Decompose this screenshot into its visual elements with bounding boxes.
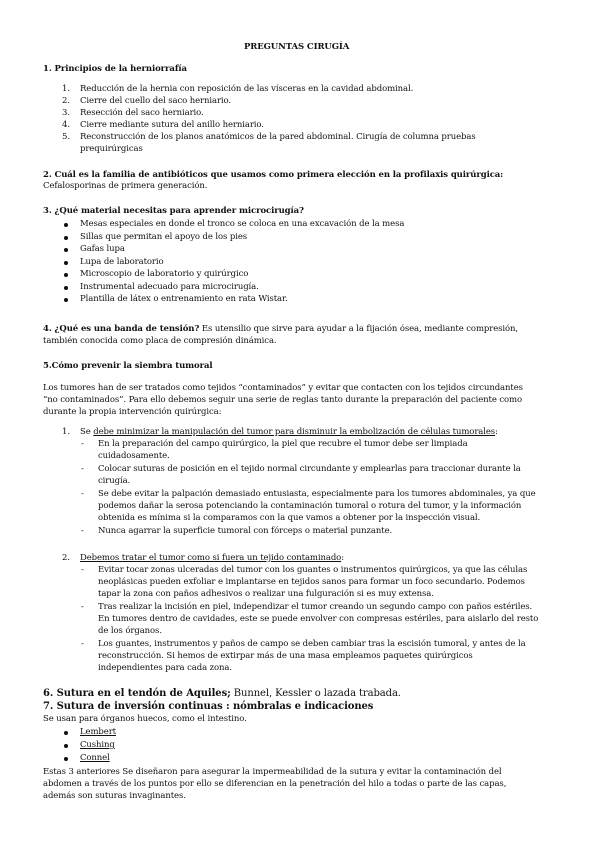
dash-icon: - <box>81 602 84 612</box>
section-2-heading: 2. Cuál es la familia de antibióticos que usamos como primera elección en la profilaxis quirúrgica: <box>43 170 504 180</box>
numbered-item-text: Cierre del cuello del saco herniario. <box>80 96 232 106</box>
section-4-text-2: también conocida como placa de compresión dinámica. <box>43 336 277 346</box>
bullet-item-text: Instrumental adecuado para microcirugía. <box>80 281 259 292</box>
dash-item-text: Colocar suturas de posición en el tejido normal circundante y emplearlas para traccionar durante la <box>98 464 521 474</box>
dash-item-text: Los guantes, instrumentos y paños de campo se deben cambiar tras la escisión tumoral, y antes de la <box>98 639 526 649</box>
numbered-item-text: Reducción de la hernia con reposición de las vísceras en la cavidad abdominal. <box>80 84 414 94</box>
section-6-answer: Bunnel, Kessler o lazada trabada. <box>230 688 401 699</box>
bullet-item-text: Microscopio de laboratorio y quirúrgico <box>80 269 249 279</box>
dash-item-text: Se debe evitar la palpación demasiado entusiasta, especialmente para los tumores abdominales, ya que <box>98 489 536 499</box>
dash-item-text: Evitar tocar zonas ulceradas del tumor con los guantes o instrumentos quirúrgicos, ya que las células <box>98 565 528 575</box>
section-3-heading: 3. ¿Qué material necesitas para aprender microcirugía? <box>43 206 304 216</box>
section-5-point-1-suffix: : <box>495 427 498 437</box>
section-4-text-1: Es utensilio que sirve para ayudar a la fijación ósea, mediante compresión, <box>199 324 519 334</box>
bullet-item-text: Connel <box>80 753 110 763</box>
section-5-point-1-title <box>80 427 498 438</box>
page-title: PREGUNTAS CIRUGÍA <box>244 42 350 52</box>
section-6-heading: 6. Sutura en el tendón de Aquiles; <box>43 688 231 699</box>
dash-item-text: cuidadosamente. <box>98 451 170 461</box>
bullet-item-text: Lupa de laboratorio <box>80 256 164 267</box>
dash-icon: - <box>81 639 84 649</box>
dash-item-text: neoplásicas pueden exfoliar e implantarse en tejidos sanos para formar un foco secundario. Podemos <box>98 577 525 587</box>
section-5-point-2-number: 2. <box>62 553 71 563</box>
dash-item-text: de los órganos. <box>98 626 162 636</box>
dash-item-text: Tras realizar la incisión en piel, independizar el tumor creando un segundo campo con paños estériles. <box>98 602 533 612</box>
section-5-intro-2: “no contaminados”. Para ello debemos seguir una serie de reglas tanto durante la preparación del paciente como <box>43 395 523 405</box>
numbered-item-number: 2. <box>62 96 71 106</box>
section-4-line-1 <box>43 324 518 335</box>
dash-icon: - <box>81 565 84 575</box>
section-2-answer: Cefalosporinas de primera generación. <box>43 181 208 191</box>
bullet-icon <box>64 236 68 240</box>
dash-icon: - <box>81 526 84 536</box>
dash-item-text: Nunca agarrar la superficie tumoral con fórceps o material punzante. <box>98 526 393 536</box>
section-5-point-1-number: 1. <box>62 427 71 437</box>
numbered-item-text: prequirúrgicas <box>80 144 143 154</box>
section-7-closing-3: además son suturas invaginantes. <box>43 791 186 801</box>
section-5-intro-1: Los tumores han de ser tratados como tejidos “contaminados” y evitar que contacten con los tejidos circundantes <box>43 383 523 393</box>
section-5-point-2-suffix: : <box>341 553 344 563</box>
numbered-item-number: 5. <box>62 132 71 142</box>
numbered-item-number: 1. <box>62 84 71 94</box>
bullet-item-text: Mesas especiales en donde el tronco se coloca en una excavación de la mesa <box>80 219 405 229</box>
bullet-item-text: Gafas lupa <box>80 244 125 254</box>
section-5-heading: 5.Cómo prevenir la siembra tumoral <box>43 361 213 371</box>
section-5-point-1-underlined: debe minimizar la manipulación del tumor para disminuir la embolización de células tumorales <box>93 427 496 437</box>
section-6-line <box>43 688 401 699</box>
dash-item-text: En tumores dentro de cavidades, este se puede envolver con compresas estériles, para aislarlo del resto <box>98 614 539 624</box>
bullet-item-text: Sillas que permitan el apoyo de los pies <box>80 231 248 242</box>
bullet-icon <box>64 286 68 290</box>
section-5-point-1-prefix: Se <box>80 427 94 437</box>
numbered-item-text: Reconstrucción de los planos anatómicos de la pared abdominal. Cirugía de columna pruebas <box>80 132 476 142</box>
dash-item-text: En la preparación del campo quirúrgico, la piel que recubre el tumor debe ser limpiada <box>98 439 468 449</box>
dash-item-text: reconstrucción. Si hemos de extirpar más de una masa empleamos paquetes quirúrgicos <box>98 651 473 661</box>
section-7-heading: 7. Sutura de inversión continuas : nómbralas e indicaciones <box>43 701 374 712</box>
dash-icon: - <box>81 439 84 449</box>
bullet-item-text: Lembert <box>80 727 116 737</box>
section-5-intro-3: durante la propia intervención quirúrgica: <box>43 407 222 417</box>
bullet-icon <box>64 731 68 735</box>
dash-item-text: podemos dañar la serosa potenciando la contaminación tumoral o rotura del tumor, y la información <box>98 501 522 511</box>
numbered-item-text: Resección del saco herniario. <box>80 108 204 118</box>
bullet-icon <box>64 273 68 277</box>
dash-item-text: independientes para cada zona. <box>98 663 233 673</box>
bullet-item-text: Plantilla de látex o entrenamiento en rata Wistar. <box>80 294 288 304</box>
bullet-icon <box>64 744 68 748</box>
section-1-heading: 1. Principios de la herniorrafía <box>43 64 187 74</box>
section-5-point-2-underlined: Debemos tratar el tumor como si fuera un tejido contaminado <box>80 553 342 563</box>
numbered-item-number: 4. <box>62 120 71 130</box>
bullet-icon <box>64 261 68 265</box>
section-4-heading: 4. ¿Qué es una banda de tensión? <box>43 324 200 334</box>
dash-icon: - <box>81 489 84 499</box>
bullet-icon <box>64 757 68 761</box>
bullet-icon <box>64 248 68 252</box>
numbered-item-number: 3. <box>62 108 71 118</box>
section-7-closing-2: abdomen a través de los puntos por ello se diferencian en la penetración del hilo a todas o parte de las capas, <box>43 779 507 789</box>
section-5-point-2-title <box>80 553 344 564</box>
dash-item-text: tapar la zona con paños adhesivos o realizar una fulguración si es muy extensa. <box>98 589 434 599</box>
bullet-item-text: Cushing <box>80 740 115 750</box>
section-7-closing-1: Estas 3 anteriores Se diseñaron para asegurar la impermeabilidad de la sutura y evitar la contaminación del <box>43 767 502 777</box>
dash-item-text: cirugía. <box>98 476 131 486</box>
dash-item-text: obtenida es mínima si la comparamos con la que vamos a obtener por la inspección visual. <box>98 513 481 523</box>
bullet-icon <box>64 223 68 227</box>
numbered-item-text: Cierre mediante sutura del anillo herniario. <box>80 120 264 130</box>
section-7-intro: Se usan para órganos huecos, como el intestino. <box>43 714 247 724</box>
bullet-icon <box>64 298 68 302</box>
dash-icon: - <box>81 464 84 474</box>
